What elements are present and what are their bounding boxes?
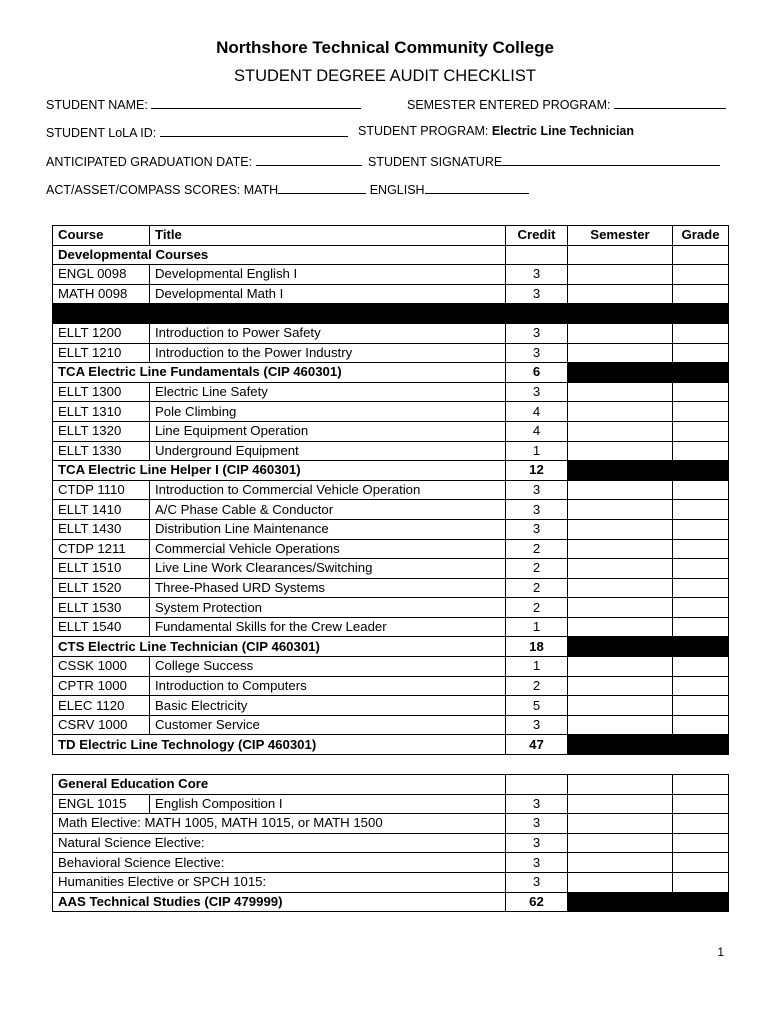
- course-code: ELLT 1200: [53, 323, 150, 343]
- blacked-cell: [673, 892, 729, 912]
- course-title: Introduction to Commercial Vehicle Operation: [150, 480, 506, 500]
- separator-cell: [53, 304, 506, 324]
- credit-header: Credit: [506, 226, 568, 246]
- table-row: [53, 578, 729, 598]
- math-score-line[interactable]: [278, 181, 366, 194]
- course-title: Introduction to the Power Industry: [150, 343, 506, 363]
- course-title: Developmental English I: [150, 265, 506, 285]
- form-title: STUDENT DEGREE AUDIT CHECKLIST: [234, 67, 536, 85]
- table-row: [53, 657, 729, 677]
- semester-cell[interactable]: [568, 696, 673, 716]
- student-program-field: [358, 124, 634, 138]
- certificate-label: AAS Technical Studies (CIP 479999): [53, 892, 506, 912]
- table-row: [53, 265, 729, 285]
- credit-cell: [506, 245, 568, 265]
- semester-cell[interactable]: [568, 853, 673, 873]
- semester-cell[interactable]: [568, 559, 673, 579]
- semester-cell[interactable]: [568, 480, 673, 500]
- semester-cell[interactable]: [568, 657, 673, 677]
- semester-cell[interactable]: [568, 421, 673, 441]
- gen-ed-label: General Education Core: [53, 775, 506, 795]
- course-credit: 2: [506, 598, 568, 618]
- grade-cell[interactable]: [673, 500, 729, 520]
- grade-cell[interactable]: [673, 441, 729, 461]
- blacked-cell: [673, 735, 729, 755]
- grade-cell[interactable]: [673, 519, 729, 539]
- semester-header: Semester: [568, 226, 673, 246]
- course-title: Three-Phased URD Systems: [150, 578, 506, 598]
- table-row: [53, 872, 729, 892]
- blacked-cell: [673, 461, 729, 481]
- student-program-label: STUDENT PROGRAM:: [358, 124, 489, 138]
- table-row: [53, 323, 729, 343]
- course-credit: 4: [506, 421, 568, 441]
- student-signature-field: [368, 153, 720, 169]
- blacked-cell: [568, 637, 673, 657]
- separator-cell: [506, 304, 568, 324]
- semester-entered-label: SEMESTER ENTERED PROGRAM:: [407, 98, 611, 112]
- grade-cell[interactable]: [673, 794, 729, 814]
- course-code: CSSK 1000: [53, 657, 150, 677]
- course-credit: 3: [506, 833, 568, 853]
- certificate-label: TCA Electric Line Helper I (CIP 460301): [53, 461, 506, 481]
- course-code: CTDP 1211: [53, 539, 150, 559]
- course-title: Introduction to Power Safety: [150, 323, 506, 343]
- course-title: System Protection: [150, 598, 506, 618]
- course-code: ELLT 1530: [53, 598, 150, 618]
- grade-cell[interactable]: [673, 775, 729, 795]
- elective-text: Math Elective: MATH 1005, MATH 1015, or MATH 1500: [53, 814, 506, 834]
- course-credit: 3: [506, 343, 568, 363]
- course-credit: 3: [506, 382, 568, 402]
- grade-cell[interactable]: [673, 676, 729, 696]
- table-row: [53, 480, 729, 500]
- table-row: [53, 559, 729, 579]
- course-code: CTDP 1110: [53, 480, 150, 500]
- grade-cell[interactable]: [673, 696, 729, 716]
- student-name-line[interactable]: [151, 96, 361, 109]
- table-row: [53, 539, 729, 559]
- course-credit: 3: [506, 794, 568, 814]
- grade-cell[interactable]: [673, 480, 729, 500]
- semester-cell[interactable]: [568, 872, 673, 892]
- table-row: [53, 814, 729, 834]
- course-code: CSRV 1000: [53, 715, 150, 735]
- semester-cell[interactable]: [568, 833, 673, 853]
- grade-cell[interactable]: [673, 323, 729, 343]
- table-row: [53, 441, 729, 461]
- college-title: Northshore Technical Community College: [216, 38, 554, 57]
- certificate-label: TCA Electric Line Fundamentals (CIP 460301): [53, 363, 506, 383]
- table-row: [53, 284, 729, 304]
- lola-id-label: STUDENT LoLA ID:: [46, 126, 157, 140]
- separator-cell: [673, 304, 729, 324]
- lola-id-line[interactable]: [160, 124, 348, 137]
- semester-cell[interactable]: [568, 402, 673, 422]
- table-row: [53, 402, 729, 422]
- grade-cell[interactable]: [673, 833, 729, 853]
- course-credit: 2: [506, 559, 568, 579]
- course-title: Commercial Vehicle Operations: [150, 539, 506, 559]
- grade-cell[interactable]: [673, 814, 729, 834]
- course-credit: 3: [506, 500, 568, 520]
- blacked-cell: [673, 637, 729, 657]
- student-name-label: STUDENT NAME:: [46, 98, 148, 112]
- course-code: ENGL 1015: [53, 794, 150, 814]
- course-title: Customer Service: [150, 715, 506, 735]
- course-code: MATH 0098: [53, 284, 150, 304]
- course-title: Basic Electricity: [150, 696, 506, 716]
- table-row: [53, 343, 729, 363]
- grade-cell[interactable]: [673, 657, 729, 677]
- certificate-credit: 6: [506, 363, 568, 383]
- elective-text: Humanities Elective or SPCH 1015:: [53, 872, 506, 892]
- student-signature-line[interactable]: [502, 153, 720, 166]
- semester-cell[interactable]: [568, 676, 673, 696]
- grade-cell[interactable]: [673, 578, 729, 598]
- course-credit: 3: [506, 323, 568, 343]
- course-credit: 3: [506, 480, 568, 500]
- certificate-row: [53, 637, 729, 657]
- certificate-row: [53, 735, 729, 755]
- credit-cell: [506, 775, 568, 795]
- blacked-cell: [568, 892, 673, 912]
- course-header: Course: [53, 226, 150, 246]
- lola-id-field: [46, 124, 348, 140]
- certificate-row: [53, 363, 729, 383]
- course-table: [52, 225, 729, 755]
- certificate-credit: 62: [506, 892, 568, 912]
- semester-cell[interactable]: [568, 598, 673, 618]
- course-code: ELLT 1320: [53, 421, 150, 441]
- grade-cell[interactable]: [673, 539, 729, 559]
- semester-cell[interactable]: [568, 775, 673, 795]
- blacked-cell: [568, 363, 673, 383]
- certificate-label: CTS Electric Line Technician (CIP 460301): [53, 637, 506, 657]
- student-program-value: Electric Line Technician: [491, 124, 635, 138]
- grade-cell[interactable]: [673, 421, 729, 441]
- semester-cell[interactable]: [568, 245, 673, 265]
- table-row: [53, 617, 729, 637]
- elective-text: Natural Science Elective:: [53, 833, 506, 853]
- table-row: [53, 696, 729, 716]
- separator-cell: [568, 304, 673, 324]
- course-title: Live Line Work Clearances/Switching: [150, 559, 506, 579]
- grade-cell[interactable]: [673, 343, 729, 363]
- course-credit: 3: [506, 814, 568, 834]
- course-code: ELLT 1430: [53, 519, 150, 539]
- course-credit: 3: [506, 265, 568, 285]
- blacked-cell: [568, 461, 673, 481]
- course-code: ELLT 1300: [53, 382, 150, 402]
- elective-text: Behavioral Science Elective:: [53, 853, 506, 873]
- course-code: ELLT 1540: [53, 617, 150, 637]
- course-title: English Composition I: [150, 794, 506, 814]
- table-row: [53, 833, 729, 853]
- grad-date-field: [46, 153, 362, 169]
- grade-cell[interactable]: [673, 559, 729, 579]
- course-code: ELLT 1310: [53, 402, 150, 422]
- course-code: ELLT 1330: [53, 441, 150, 461]
- grade-cell[interactable]: [673, 265, 729, 285]
- certificate-row: [53, 461, 729, 481]
- grade-cell[interactable]: [673, 715, 729, 735]
- grade-cell[interactable]: [673, 598, 729, 618]
- semester-cell[interactable]: [568, 343, 673, 363]
- course-credit: 3: [506, 284, 568, 304]
- course-credit: 3: [506, 715, 568, 735]
- course-title: Underground Equipment: [150, 441, 506, 461]
- table-row: [53, 676, 729, 696]
- section-row: [53, 245, 729, 265]
- title-header: Title: [150, 226, 506, 246]
- grade-cell[interactable]: [673, 284, 729, 304]
- english-score-label: ENGLISH: [369, 183, 425, 197]
- semester-cell[interactable]: [568, 715, 673, 735]
- semester-entered-field: [407, 96, 726, 112]
- course-code: CPTR 1000: [53, 676, 150, 696]
- semester-cell[interactable]: [568, 617, 673, 637]
- blacked-cell: [568, 735, 673, 755]
- scores-label: ACT/ASSET/COMPASS SCORES: MATH: [46, 183, 279, 197]
- course-credit: 2: [506, 539, 568, 559]
- grade-cell[interactable]: [673, 617, 729, 637]
- course-title: Developmental Math I: [150, 284, 506, 304]
- semester-cell[interactable]: [568, 500, 673, 520]
- grad-date-line[interactable]: [256, 153, 362, 166]
- course-credit: 3: [506, 519, 568, 539]
- grade-cell[interactable]: [673, 872, 729, 892]
- grade-cell[interactable]: [673, 402, 729, 422]
- course-title: Introduction to Computers: [150, 676, 506, 696]
- table-row: [53, 715, 729, 735]
- course-credit: 1: [506, 657, 568, 677]
- course-code: ELEC 1120: [53, 696, 150, 716]
- course-title: Fundamental Skills for the Crew Leader: [150, 617, 506, 637]
- scores-field: [46, 181, 529, 197]
- english-score-line[interactable]: [425, 181, 529, 194]
- semester-cell[interactable]: [568, 284, 673, 304]
- semester-cell[interactable]: [568, 814, 673, 834]
- semester-cell[interactable]: [568, 323, 673, 343]
- course-credit: 3: [506, 853, 568, 873]
- certificate-label: TD Electric Line Technology (CIP 460301): [53, 735, 506, 755]
- grade-header: Grade: [673, 226, 729, 246]
- table-row: [53, 519, 729, 539]
- grad-date-label: ANTICIPATED GRADUATION DATE:: [46, 155, 253, 169]
- grade-cell[interactable]: [673, 853, 729, 873]
- course-credit: 1: [506, 441, 568, 461]
- course-title: Pole Climbing: [150, 402, 506, 422]
- course-code: ELLT 1520: [53, 578, 150, 598]
- section-row: [53, 775, 729, 795]
- semester-cell[interactable]: [568, 794, 673, 814]
- semester-cell[interactable]: [568, 441, 673, 461]
- certificate-credit: 18: [506, 637, 568, 657]
- course-code: ELLT 1410: [53, 500, 150, 520]
- table-row: [53, 500, 729, 520]
- course-title: A/C Phase Cable & Conductor: [150, 500, 506, 520]
- course-title: College Success: [150, 657, 506, 677]
- student-name-field: [46, 96, 361, 112]
- course-title: Electric Line Safety: [150, 382, 506, 402]
- page-number: 1: [717, 945, 724, 959]
- table-header-row: [53, 226, 729, 246]
- blacked-cell: [673, 363, 729, 383]
- gen-ed-table: [52, 774, 729, 912]
- course-code: ELLT 1510: [53, 559, 150, 579]
- certificate-credit: 12: [506, 461, 568, 481]
- semester-cell[interactable]: [568, 382, 673, 402]
- course-title: Line Equipment Operation: [150, 421, 506, 441]
- course-title: Distribution Line Maintenance: [150, 519, 506, 539]
- course-credit: 2: [506, 676, 568, 696]
- semester-cell[interactable]: [568, 539, 673, 559]
- semester-cell[interactable]: [568, 519, 673, 539]
- course-code: ELLT 1210: [53, 343, 150, 363]
- table-row: [53, 421, 729, 441]
- table-row: [53, 853, 729, 873]
- grade-cell[interactable]: [673, 245, 729, 265]
- course-credit: 1: [506, 617, 568, 637]
- course-code: ENGL 0098: [53, 265, 150, 285]
- semester-cell[interactable]: [568, 265, 673, 285]
- certificate-credit: 47: [506, 735, 568, 755]
- course-credit: 5: [506, 696, 568, 716]
- course-credit: 2: [506, 578, 568, 598]
- certificate-row: [53, 892, 729, 912]
- course-credit: 4: [506, 402, 568, 422]
- grade-cell[interactable]: [673, 382, 729, 402]
- course-credit: 3: [506, 872, 568, 892]
- semester-cell[interactable]: [568, 578, 673, 598]
- table-row: [53, 382, 729, 402]
- table-row: [53, 598, 729, 618]
- dev-section-label: Developmental Courses: [53, 245, 506, 265]
- semester-entered-line[interactable]: [614, 96, 726, 109]
- student-signature-label: STUDENT SIGNATURE: [368, 155, 503, 169]
- separator-row: [53, 304, 729, 324]
- table-row: [53, 794, 729, 814]
